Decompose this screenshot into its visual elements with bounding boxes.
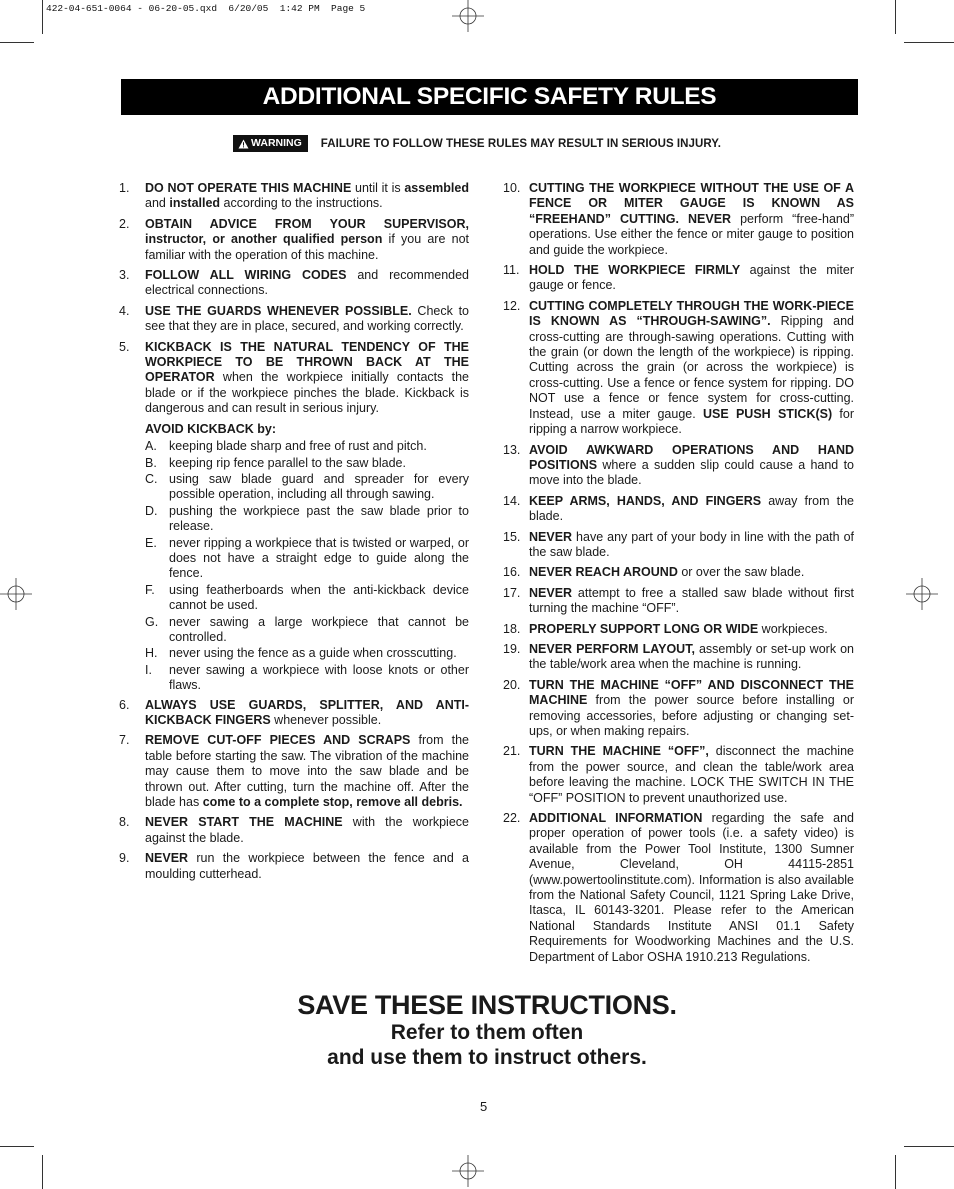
rule-item <box>503 622 854 637</box>
avoid-kickback-text: keeping blade sharp and free of rust and pitch. <box>169 439 427 454</box>
avoid-kickback-item <box>145 504 469 535</box>
rule-plain-text: workpieces. <box>758 621 828 636</box>
avoid-kickback-item <box>145 472 469 503</box>
rule-text <box>145 698 469 729</box>
rule-number: 13. <box>503 442 521 457</box>
rule-plain-text: for ripping a narrow workpiece. <box>529 406 855 437</box>
rule-item <box>503 443 854 489</box>
rule-item <box>119 181 469 212</box>
rule-number: 15. <box>503 529 521 544</box>
avoid-kickback-item <box>145 646 469 661</box>
rule-plain-text: if you are not familiar with the operation of this machine. <box>145 232 469 262</box>
rule-emphasis: CUTTING COMPLETELY THROUGH THE WORK-PIECE IS KNOWN AS “THROUGH-SAWING”. <box>529 298 854 329</box>
crop-mark <box>42 1155 43 1189</box>
crop-mark <box>0 1146 34 1147</box>
save-instructions-heading: SAVE THESE INSTRUCTIONS. <box>297 990 677 1020</box>
rule-text <box>529 678 854 740</box>
avoid-kickback-item <box>145 615 469 646</box>
refer-line-2: and use them to instruct others. <box>327 1046 647 1069</box>
rule-emphasis: FOLLOW ALL WIRING CODES <box>145 268 347 283</box>
warning-text: FAILURE TO FOLLOW THESE RULES MAY RESULT IN SERIOUS INJURY. <box>320 137 721 150</box>
rule-number: 6. <box>119 697 130 712</box>
rule-item <box>503 263 854 294</box>
rule-text <box>529 443 854 489</box>
rule-plain-text: from the power source before installing or removing accessories, before adjusting or changing set-ups, or when making repairs. <box>529 693 854 738</box>
avoid-kickback-letter: A. <box>145 439 157 454</box>
rule-plain-text: until it is <box>351 181 405 195</box>
rule-emphasis: NEVER <box>529 585 573 600</box>
avoid-kickback-list <box>119 439 469 694</box>
rule-plain-text: and recommended electrical connections. <box>145 268 469 298</box>
rule-number: 3. <box>119 268 130 283</box>
registration-mark-icon <box>452 0 484 32</box>
rule-list <box>119 181 469 417</box>
rule-number: 9. <box>119 851 130 866</box>
rule-emphasis: KICKBACK IS THE NATURAL TENDENCY OF THE WORKPIECE TO BE THROWN BACK AT THE OPERATOR <box>145 339 469 385</box>
avoid-kickback-text: never ripping a workpiece that is twisted or warped, or does not have a straight edge to guide along the fence. <box>169 535 469 581</box>
rule-text <box>529 744 854 806</box>
rule-text <box>145 733 469 810</box>
rule-item <box>503 811 854 965</box>
rule-item <box>503 181 854 258</box>
rule-text <box>529 530 854 561</box>
right-column <box>503 181 854 970</box>
rule-item <box>119 815 469 846</box>
rule-text <box>145 340 469 417</box>
rule-number: 20. <box>503 677 521 692</box>
rule-number: 5. <box>119 339 130 354</box>
registration-mark-icon <box>452 1155 484 1187</box>
rule-plain-text: and <box>145 196 170 211</box>
rule-emphasis: CUTTING THE WORKPIECE WITHOUT THE USE OF A FENCE OR MITER GAUGE IS KNOWN AS “FREEHAND” CUTTING. NEVER <box>529 181 854 226</box>
rule-text <box>529 299 854 438</box>
rule-item <box>503 494 854 525</box>
avoid-kickback-text: never sawing a workpiece with loose knots or other flaws. <box>169 662 469 693</box>
rule-number: 17. <box>503 585 521 600</box>
rule-text <box>145 851 469 882</box>
rule-emphasis: DO NOT OPERATE THIS MACHINE <box>145 181 352 195</box>
rule-emphasis: HOLD THE WORKPIECE FIRMLY <box>529 263 741 278</box>
rule-text <box>145 181 469 212</box>
rule-item <box>503 678 854 740</box>
rule-plain-text: when the workpiece initially contacts the blade or if the workpiece pinches the blade. Kickback is dangerous and can result in serious injury. <box>145 370 469 416</box>
rule-emphasis: USE PUSH STICK(S) <box>702 406 833 421</box>
rule-item <box>503 530 854 561</box>
rule-emphasis: OBTAIN ADVICE FROM YOUR SUPERVISOR, instructor, or another qualified person <box>145 216 469 247</box>
rule-emphasis: NEVER <box>145 851 189 866</box>
rule-plain-text: or over the saw blade. <box>677 565 805 580</box>
rule-number: 16. <box>503 565 521 580</box>
warning-badge-label: WARNING <box>251 137 302 149</box>
rule-emphasis: ADDITIONAL INFORMATION <box>529 811 703 826</box>
rule-number: 2. <box>119 216 130 231</box>
rule-text <box>529 586 854 617</box>
crop-mark <box>895 0 896 34</box>
rule-text <box>145 815 469 846</box>
avoid-kickback-letter: C. <box>145 471 158 486</box>
rule-plain-text: perform “free-hand” operations. Use either the fence or miter gauge to position and guide the workpiece. <box>529 211 854 257</box>
rule-item <box>503 642 854 673</box>
rule-text <box>529 263 854 294</box>
left-column <box>119 181 469 887</box>
rule-number: 14. <box>503 493 521 508</box>
avoid-kickback-text: pushing the workpiece past the saw blade prior to release. <box>169 503 469 534</box>
rule-emphasis: REMOVE CUT-OFF PIECES AND SCRAPS <box>145 733 411 748</box>
rule-emphasis: TURN THE MACHINE “OFF”, <box>529 744 709 759</box>
rule-item <box>119 851 469 882</box>
rule-plain-text: from the table before starting the saw. The vibration of the machine may cause them to move into the saw blade and be thrown out. After cutting, turn the machine off. After the blade has <box>145 733 469 810</box>
rule-emphasis: NEVER REACH AROUND <box>529 565 678 580</box>
crop-mark <box>904 1146 954 1147</box>
rule-text <box>529 622 854 637</box>
rule-plain-text: Check to see that they are in place, secured, and working correctly. <box>145 303 469 334</box>
rule-item <box>503 744 854 806</box>
rule-list <box>119 698 469 882</box>
rule-plain-text: with the workpiece against the blade. <box>145 815 469 845</box>
rule-list <box>503 181 854 965</box>
rule-item <box>119 217 469 263</box>
rule-emphasis: NEVER <box>529 529 573 544</box>
rule-text <box>145 304 469 335</box>
warning-triangle-icon <box>238 139 249 149</box>
rule-emphasis: come to a complete stop, remove all debris. <box>202 795 463 810</box>
avoid-kickback-title: AVOID KICKBACK by: <box>145 421 277 436</box>
rule-item <box>119 304 469 335</box>
avoid-kickback-item <box>145 583 469 614</box>
rule-plain-text: whenever possible. <box>270 713 382 727</box>
rule-emphasis: AVOID AWKWARD OPERATIONS AND HAND POSITIONS <box>529 442 854 472</box>
warning-badge <box>233 135 308 152</box>
avoid-kickback-item <box>145 456 469 471</box>
page-title: ADDITIONAL SPECIFIC SAFETY RULES <box>121 79 858 115</box>
rule-number: 8. <box>119 815 130 830</box>
rule-emphasis: USE THE GUARDS WHENEVER POSSIBLE. <box>145 303 412 318</box>
rule-item <box>503 565 854 580</box>
rule-item <box>119 268 469 299</box>
rule-number: 21. <box>503 744 521 759</box>
avoid-kickback-text: using featherboards when the anti-kickback device cannot be used. <box>169 582 469 613</box>
registration-mark-icon <box>0 578 32 610</box>
rule-number: 4. <box>119 303 130 318</box>
rule-plain-text: attempt to free a stalled saw blade without first turning the machine “OFF”. <box>529 585 854 616</box>
rule-number: 12. <box>503 298 521 313</box>
rule-text <box>529 565 854 580</box>
rule-plain-text: assembly or set-up work on the table/work area when the machine is running. <box>529 641 854 672</box>
rule-plain-text: against the miter gauge or fence. <box>529 263 854 293</box>
rule-text <box>529 494 854 525</box>
rule-number: 19. <box>503 641 521 656</box>
avoid-kickback-text: never using the fence as a guide when crosscutting. <box>169 646 457 661</box>
avoid-kickback-letter: H. <box>145 646 158 661</box>
rule-text <box>145 217 469 263</box>
crop-mark <box>0 42 34 43</box>
rule-text <box>529 642 854 673</box>
rule-emphasis: PROPERLY SUPPORT LONG OR WIDE <box>529 621 759 636</box>
rule-plain-text: where a sudden slip could cause a hand to move into the blade. <box>529 457 854 488</box>
avoid-kickback-text: using saw blade guard and spreader for every possible operation, including all through sawing. <box>169 471 469 502</box>
avoid-kickback-letter: E. <box>145 535 157 550</box>
rule-emphasis: TURN THE MACHINE “OFF” AND DISCONNECT THE MACHINE <box>529 677 854 708</box>
rule-emphasis: assembled <box>404 181 469 195</box>
rule-text <box>529 811 854 965</box>
rule-plain-text: have any part of your body in line with the path of the saw blade. <box>529 529 854 559</box>
rule-number: 10. <box>503 181 521 195</box>
rule-text <box>529 181 854 258</box>
avoid-kickback-letter: G. <box>145 614 159 629</box>
registration-mark-icon <box>906 578 938 610</box>
rule-item <box>119 733 469 810</box>
avoid-kickback-letter: B. <box>145 455 157 470</box>
rule-plain-text: Ripping and cross-cutting are through-sawing operations. Cutting with the grain (or down the length of the workpiece) is ripping. Cutting across the grain (or across the workpiece) is cross-cutting. Use a fence or fence system for ripping. DO NOT use a fence or fence system for cross-cutting. Instead, use a miter gauge. <box>529 314 854 421</box>
rule-text <box>145 268 469 299</box>
rule-emphasis: ALWAYS USE GUARDS, SPLITTER, AND ANTI-KICKBACK FINGERS <box>145 697 469 727</box>
rule-plain-text: regarding the safe and proper operation of power tools (i.e. a safety video) is available from the Power Tool Institute, 1300 Sumner Avenue, Cleveland, OH 44115-2851 (www.powertoolinstitute.com). Information is also available from the National Safety Council, 1121 Spring Lake Drive, Itasca, IL 60143-3201. Please refer to the American National Standards Institute ANSI 01.1 Safety Requirements for Woodworking Machines and the U.S. Department of Labor OSHA 1910.213 Regulations. <box>529 811 854 964</box>
rule-number: 1. <box>119 181 130 195</box>
rule-plain-text: according to the instructions. <box>220 196 383 211</box>
rule-number: 18. <box>503 621 521 636</box>
avoid-kickback-item <box>145 663 469 694</box>
warning-row <box>0 135 954 152</box>
rule-item <box>503 299 854 438</box>
rule-number: 7. <box>119 733 130 748</box>
rule-item <box>503 586 854 617</box>
crop-mark <box>42 0 43 34</box>
refer-line-1: Refer to them often <box>390 1021 584 1044</box>
avoid-kickback-item <box>145 536 469 582</box>
rule-plain-text: away from the blade. <box>529 493 854 524</box>
avoid-kickback-text: never sawing a large workpiece that cannot be controlled. <box>169 614 469 644</box>
save-instructions-subheading <box>0 1020 954 1070</box>
avoid-kickback-letter: F. <box>145 582 155 597</box>
rule-emphasis: NEVER START THE MACHINE <box>145 815 343 830</box>
avoid-kickback-item <box>145 439 469 454</box>
crop-mark <box>904 42 954 43</box>
rule-item <box>119 340 469 417</box>
avoid-kickback-text: keeping rip fence parallel to the saw blade. <box>169 455 406 470</box>
avoid-kickback-letter: D. <box>145 503 158 518</box>
rule-emphasis: NEVER PERFORM LAYOUT, <box>529 641 695 656</box>
avoid-kickback-letter: I. <box>145 662 152 677</box>
rule-emphasis: KEEP ARMS, HANDS, AND FINGERS <box>529 493 762 508</box>
rule-plain-text: run the workpiece between the fence and a moulding cutterhead. <box>145 851 469 881</box>
crop-mark <box>895 1155 896 1189</box>
rule-plain-text: disconnect the machine from the power source, and clean the table/work area before leaving the machine. LOCK THE SWITCH IN THE “OFF” POSITION to prevent unauthorized use. <box>529 744 854 805</box>
rule-number: 11. <box>503 263 520 278</box>
rule-number: 22. <box>503 811 521 826</box>
rule-item <box>119 698 469 729</box>
page-number: 5 <box>480 1099 488 1114</box>
rule-emphasis: installed <box>169 196 221 211</box>
print-slug: 422-04-651-0064 - 06-20-05.qxd 6/20/05 1:42 PM Page 5 <box>46 3 366 14</box>
